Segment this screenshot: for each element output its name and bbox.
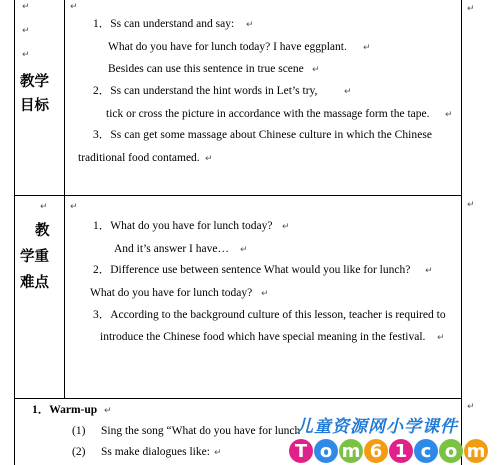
warm-up-step-2-text: Ss make dialogues like: [101, 446, 210, 458]
paragraph-mark: ↵ [467, 200, 475, 210]
paragraph-mark: ↵ [22, 2, 30, 12]
paragraph-mark: ↵ [40, 202, 48, 212]
warm-up-step-2-number: (2) [72, 446, 86, 458]
keypoint-3-heading: 3．According to the background culture of this lesson, teacher is required to [93, 309, 446, 321]
paragraph-mark: ↵ [246, 20, 254, 30]
svg-text:o: o [444, 441, 458, 462]
svg-text:m: m [341, 441, 361, 462]
objective-2-heading: 2．Ss can understand the hint words in Let’s try, [93, 85, 318, 97]
svg-text:1: 1 [394, 441, 408, 462]
table-border-left [14, 0, 15, 465]
tom61-logo [288, 438, 493, 464]
section-label-objectives-line2: 目标 [20, 98, 49, 114]
paragraph-mark: ↵ [261, 289, 269, 299]
keypoint-2-heading: 2．Difference use between sentence What would you like for lunch? [93, 264, 411, 276]
paragraph-mark: ↵ [467, 402, 475, 412]
objective-2-line2: tick or cross the picture in accordance with the massage form the tape. [106, 108, 430, 120]
keypoint-3-line2: introduce the Chinese food which have special meaning in the festival. [100, 331, 426, 343]
paragraph-mark: ↵ [22, 26, 30, 36]
section-label-keypoints-line2: 学重 [20, 249, 49, 265]
svg-text:6: 6 [369, 441, 383, 462]
row-divider-1 [14, 195, 462, 196]
keypoint-1-line2: And it’s answer I have… [114, 243, 229, 255]
paragraph-mark: ↵ [467, 4, 475, 14]
paragraph-mark: ↵ [363, 43, 371, 53]
objective-3-line2: traditional food contamed. [78, 152, 200, 164]
paragraph-mark: ↵ [425, 266, 433, 276]
watermark-text: 儿童资源网小学课件 [296, 417, 458, 437]
site-watermark [278, 412, 498, 465]
row-divider-2 [14, 398, 462, 399]
paragraph-mark: ↵ [445, 110, 453, 120]
paragraph-mark: ↵ [104, 406, 112, 416]
objective-3-heading: 3．Ss can get some massage about Chinese culture in which the Chinese [93, 129, 433, 141]
paragraph-mark: ↵ [282, 222, 290, 232]
paragraph-mark: ↵ [312, 65, 320, 75]
keypoint-1-heading: 1．What do you have for lunch today? [93, 220, 273, 232]
warm-up-heading: 1．Warm-up [32, 404, 98, 416]
svg-text:T: T [294, 441, 308, 462]
svg-text:m: m [466, 441, 486, 462]
paragraph-mark: ↵ [70, 2, 78, 12]
objective-1-heading: 1．Ss can understand and say: [93, 18, 235, 30]
paragraph-mark: ↵ [205, 154, 213, 164]
svg-text:c: c [420, 441, 432, 462]
paragraph-mark: ↵ [240, 245, 248, 255]
paragraph-mark: ↵ [437, 333, 445, 343]
paragraph-mark: ↵ [214, 448, 222, 458]
warm-up-step-1-number: (1) [72, 425, 86, 437]
objective-1-line3: Besides can use this sentence in true scene [108, 63, 304, 75]
table-border-right [461, 0, 462, 465]
paragraph-mark: ↵ [22, 50, 30, 60]
paragraph-mark: ↵ [70, 202, 78, 212]
label-column-divider [64, 0, 65, 398]
warm-up-step-1-text: Sing the song “What do you have for lunch [101, 425, 301, 437]
svg-text:o: o [319, 441, 333, 462]
keypoint-2-line2: What do you have for lunch today? [90, 287, 253, 299]
paragraph-mark: ↵ [344, 87, 352, 97]
section-label-keypoints-line3: 难点 [20, 275, 49, 291]
section-label-keypoints-line1: 教 [35, 223, 50, 239]
objective-1-line2: What do you have for lunch today? I have eggplant. [108, 41, 347, 53]
section-label-objectives-line1: 教学 [20, 74, 49, 90]
